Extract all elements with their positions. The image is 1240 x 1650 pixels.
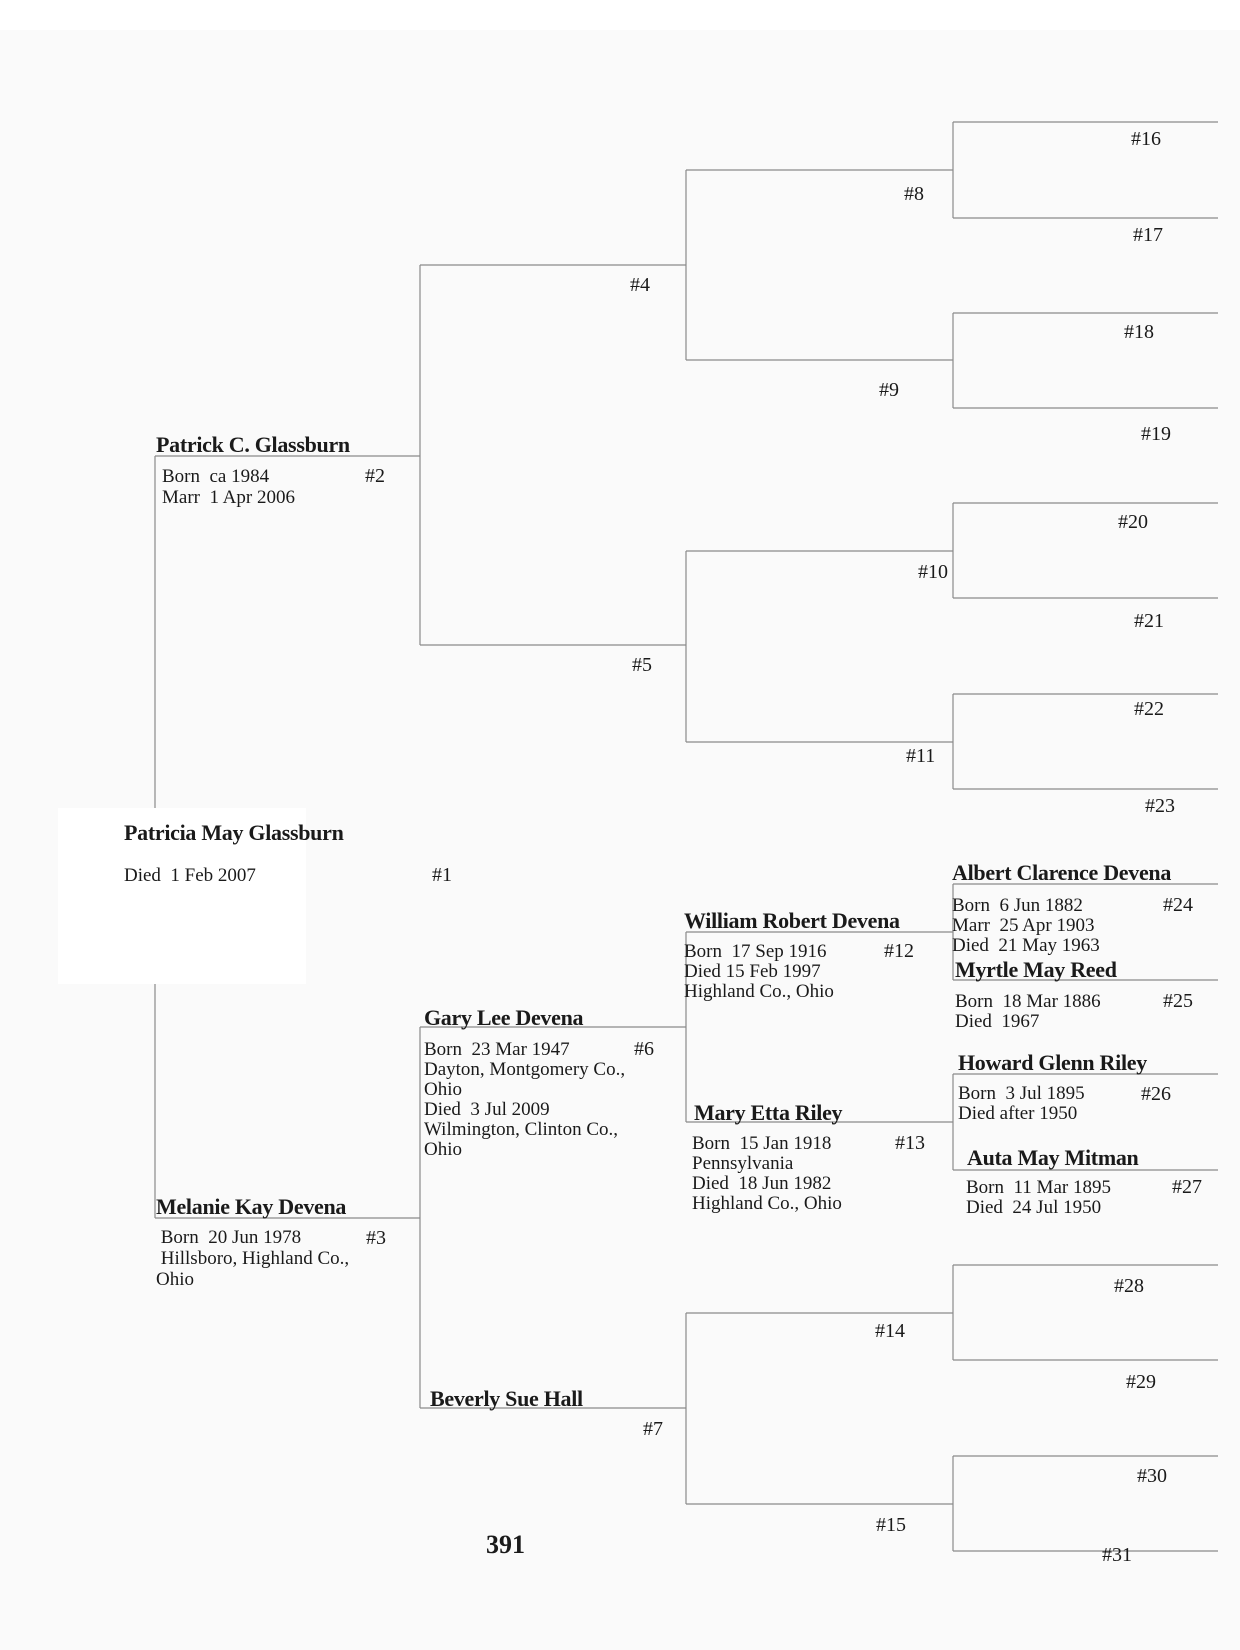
person-26-born: Born 3 Jul 1895 (958, 1083, 1085, 1104)
person-12-died: Died 15 Feb 1997 (684, 961, 821, 982)
person-25-name: Myrtle May Reed (955, 957, 1117, 982)
person-2-born: Born ca 1984 (162, 466, 270, 487)
person-26-died: Died after 1950 (958, 1103, 1078, 1124)
person-3-born: Born 20 Jun 1978 (156, 1227, 302, 1248)
person-13-name: Mary Etta Riley (694, 1100, 843, 1125)
person-27-name: Auta May Mitman (967, 1145, 1139, 1170)
person-7-number: #7 (643, 1418, 663, 1440)
person-2-name: Patrick C. Glassburn (156, 432, 350, 457)
person-7-name: Beverly Sue Hall (430, 1386, 583, 1411)
person-6-birthplace: Dayton, Montgomery Co., (424, 1059, 626, 1080)
person-12-born: Born 17 Sep 1916 (684, 941, 827, 962)
person-6-deathplace: Wilmington, Clinton Co., (424, 1119, 618, 1140)
person-24-born: Born 6 Jun 1882 (952, 895, 1083, 916)
person-24-died: Died 21 May 1963 (952, 935, 1100, 956)
person-25-born: Born 18 Mar 1886 (955, 991, 1101, 1012)
person-13-died: Died 18 Jun 1982 (692, 1173, 832, 1194)
person-29-number: #29 (1126, 1371, 1156, 1393)
person-5-number: #5 (632, 654, 652, 676)
person-10-number: #10 (918, 561, 948, 583)
person-8-number: #8 (904, 183, 924, 205)
person-18-number: #18 (1124, 321, 1154, 343)
page-number: 391 (486, 1530, 525, 1559)
person-20-number: #20 (1118, 511, 1148, 533)
person-6-died: Died 3 Jul 2009 (424, 1099, 550, 1120)
person-3-name: Melanie Kay Devena (156, 1194, 347, 1219)
person-1-death: Died 1 Feb 2007 (124, 865, 256, 886)
person-25-number: #25 (1163, 990, 1193, 1012)
person-6-birthplace-state: Ohio (424, 1079, 462, 1100)
person-3-birthplace: Hillsboro, Highland Co., (156, 1248, 350, 1269)
person-13-deathplace: Highland Co., Ohio (692, 1193, 842, 1214)
person-30-number: #30 (1137, 1465, 1167, 1487)
person-31-number: #31 (1102, 1544, 1132, 1566)
person-13-birthplace: Pennsylvania (692, 1153, 794, 1174)
person-12-number: #12 (884, 940, 914, 962)
person-21-number: #21 (1134, 610, 1164, 632)
person-19-number: #19 (1141, 423, 1171, 445)
person-13-number: #13 (895, 1132, 925, 1154)
person-6-born: Born 23 Mar 1947 (424, 1039, 570, 1060)
person-6-number: #6 (634, 1038, 654, 1060)
person-4-number: #4 (630, 274, 650, 296)
person-24-married: Marr 25 Apr 1903 (952, 915, 1095, 936)
person-27-born: Born 11 Mar 1895 (966, 1177, 1111, 1198)
person-1-name: Patricia May Glassburn (124, 820, 344, 845)
person-17-number: #17 (1133, 224, 1163, 246)
person-13-born: Born 15 Jan 1918 (692, 1133, 832, 1154)
person-9-number: #9 (879, 379, 899, 401)
person-22-number: #22 (1134, 698, 1164, 720)
person-14-number: #14 (875, 1320, 905, 1342)
person-26-number: #26 (1141, 1083, 1171, 1105)
person-23-number: #23 (1145, 795, 1175, 817)
person-15-number: #15 (876, 1514, 906, 1536)
person-3-birthplace-state: Ohio (156, 1269, 194, 1290)
person-25-died: Died 1967 (955, 1011, 1040, 1032)
person-27-died: Died 24 Jul 1950 (966, 1197, 1102, 1218)
person-6-deathplace-state: Ohio (424, 1139, 462, 1160)
person-2-married: Marr 1 Apr 2006 (162, 487, 295, 508)
person-24-name: Albert Clarence Devena (952, 860, 1172, 885)
person-26-name: Howard Glenn Riley (958, 1050, 1147, 1075)
person-1-number: #1 (432, 864, 452, 886)
person-28-number: #28 (1114, 1275, 1144, 1297)
person-27-number: #27 (1172, 1176, 1202, 1198)
person-12-deathplace: Highland Co., Ohio (684, 981, 834, 1002)
person-6-name: Gary Lee Devena (424, 1005, 584, 1030)
person-24-number: #24 (1163, 894, 1193, 916)
person-3-number: #3 (366, 1227, 386, 1249)
person-12-name: William Robert Devena (684, 908, 900, 933)
person-16-number: #16 (1131, 128, 1161, 150)
person-2-number: #2 (365, 465, 385, 487)
person-11-number: #11 (906, 745, 936, 767)
